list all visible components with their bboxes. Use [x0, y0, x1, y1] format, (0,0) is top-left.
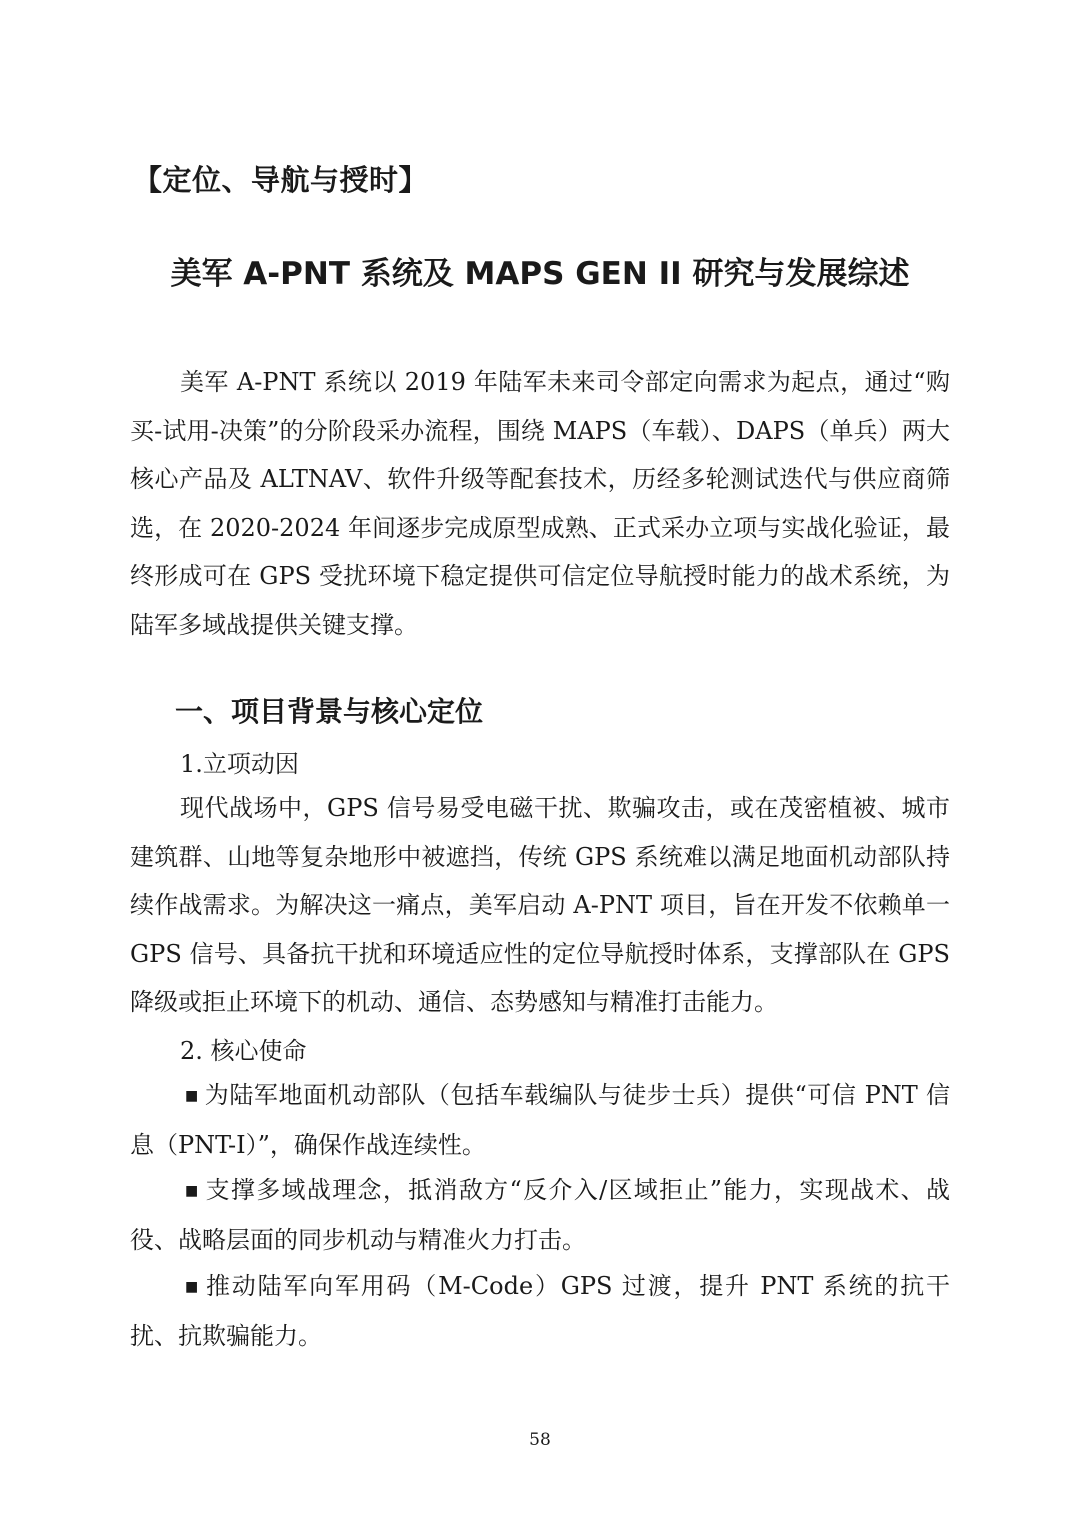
category-label: 【定位、导航与授时】 [133, 163, 429, 197]
subsection-heading-mission: 2. 核心使命 [180, 1037, 307, 1065]
mission-bullet-item [130, 1262, 950, 1360]
mission-bullet-text: 推动陆军向军用码（M-Code）GPS 过渡，提升 PNT 系统的抗干扰、抗欺骗能力。 [130, 1272, 950, 1350]
abstract-paragraph: 美军 A-PNT 系统以 2019 年陆军未来司令部定向需求为起点，通过“购买-试用-决策”的分阶段采办流程，围绕 MAPS（车载）、DAPS（单兵）两大核心产品及 ALTNAV、软件升级等配套技术，历经多轮测试迭代与供应商筛选，在 2020-2024 年间逐步完成原型成熟、正式采办立项与实战化验证，最终形成可在 GPS 受扰环境下稳定提供可信定位导航授时能力的战术系统，为陆军多域战提供关键支撑。 [130, 368, 950, 639]
page-number: 58 [529, 1430, 551, 1450]
subsection-heading-motivation: 1.立项动因 [180, 750, 299, 778]
square-bullet-icon: ■ [185, 1088, 199, 1104]
mission-bullet-item [130, 1166, 950, 1264]
section-heading: 一、项目背景与核心定位 [175, 695, 484, 728]
square-bullet-icon: ■ [185, 1183, 200, 1199]
motivation-paragraph: 现代战场中，GPS 信号易受电磁干扰、欺骗攻击，或在茂密植被、城市建筑群、山地等复杂地形中被遮挡，传统 GPS 系统难以满足地面机动部队持续作战需求。为解决这一痛点，美军启动 A-PNT 项目，旨在开发不依赖单一 GPS 信号、具备抗干扰和环境适应性的定位导航授时体系，支撑部队在 GPS 降级或拒止环境下的机动、通信、态势感知与精准打击能力。 [130, 794, 950, 1016]
article-title: 美军 A-PNT 系统及 MAPS GEN II 研究与发展综述 [170, 256, 910, 292]
mission-bullet-text: 为陆军地面机动部队（包括车载编队与徒步士兵）提供“可信 PNT 信息（PNT-I）”，确保作战连续性。 [130, 1081, 950, 1159]
mission-bullet-item [130, 1071, 950, 1169]
mission-bullet-text: 支撑多域战理念，抵消敌方“反介入/区域拒止”能力，实现战术、战役、战略层面的同步机动与精准火力打击。 [130, 1176, 950, 1254]
square-bullet-icon: ■ [185, 1279, 201, 1295]
